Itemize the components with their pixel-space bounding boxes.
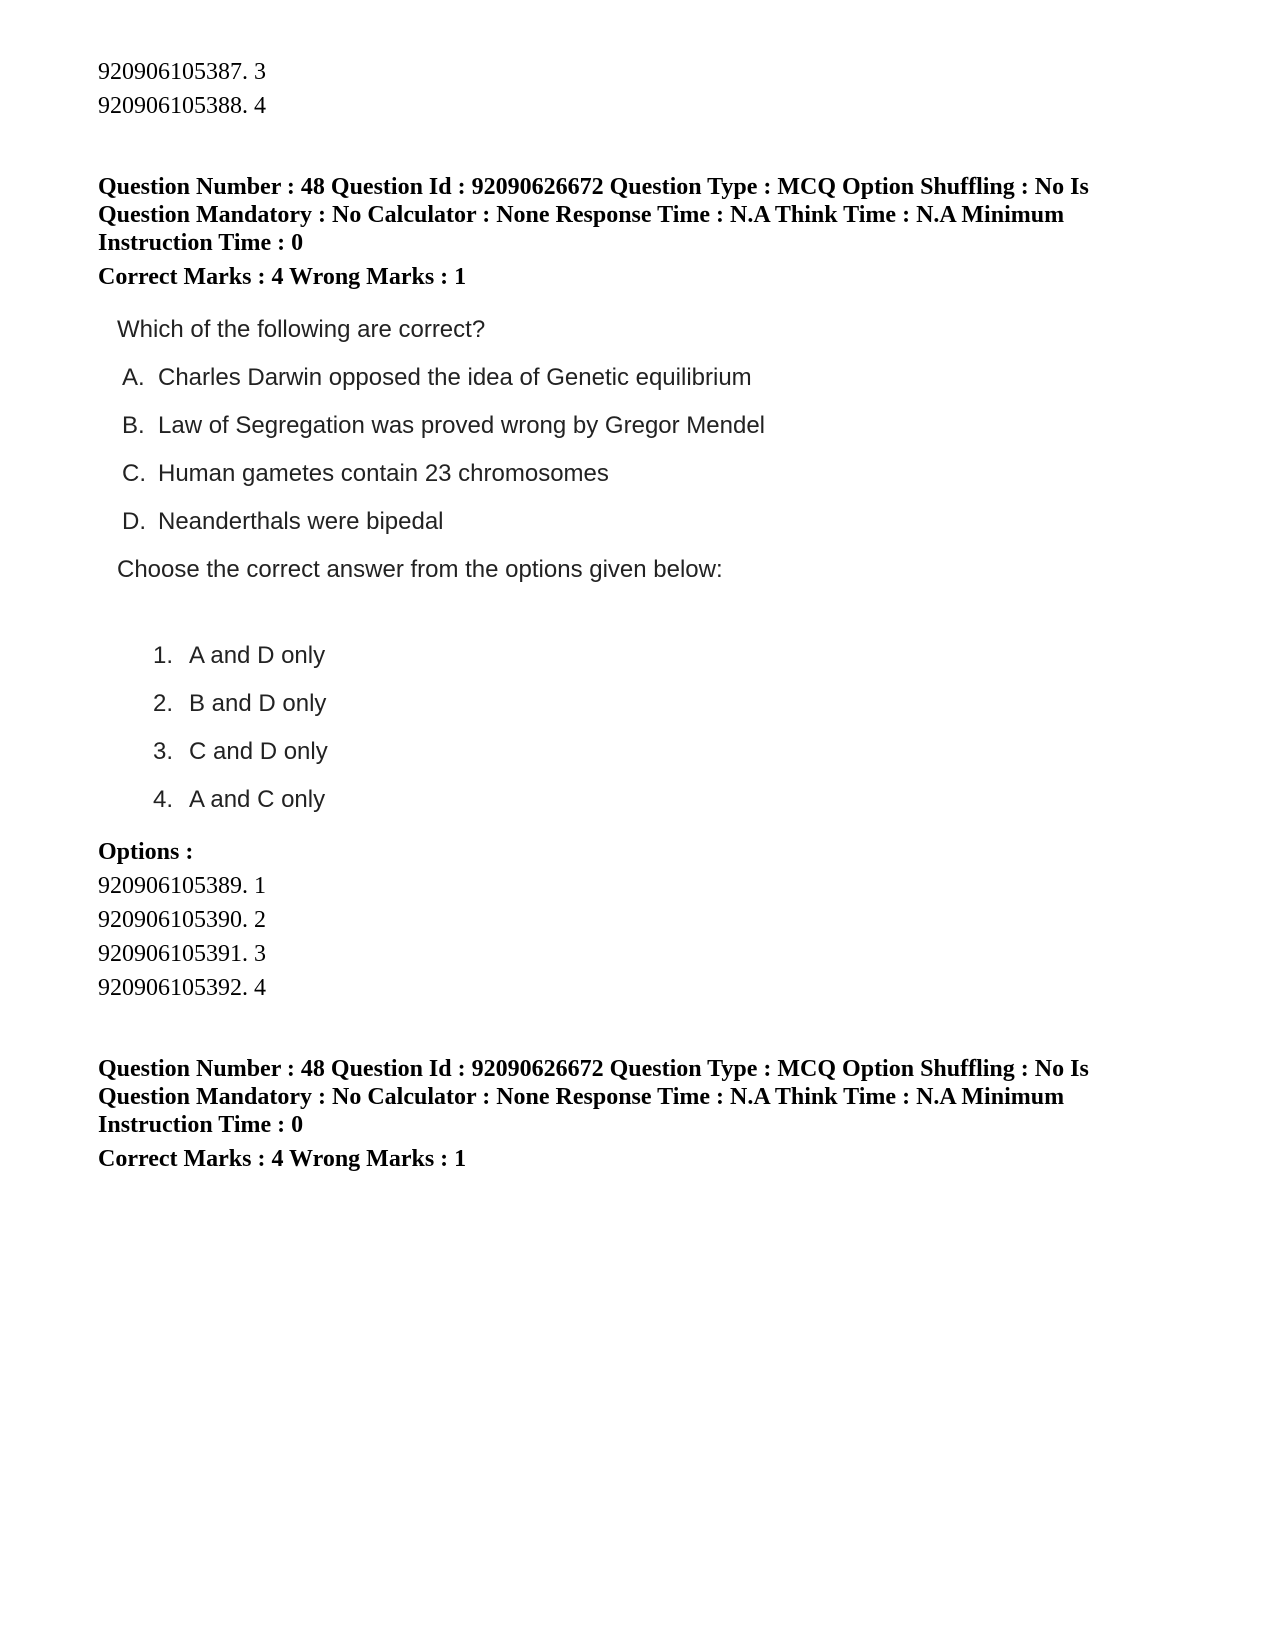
- answer-choice: [153, 785, 1178, 833]
- answer-text: A and C only: [189, 786, 326, 813]
- option-line: 920906105389. 1: [98, 873, 266, 899]
- question-body: [98, 315, 1178, 833]
- statement-text: Neanderthals were bipedal: [158, 508, 444, 535]
- statement-letter: A.: [122, 364, 145, 391]
- previous-options-list: [98, 55, 1178, 123]
- question-meta-line: Question Number : 48 Question Id : 92090626672 Question Type : MCQ Option Shuffling : No Is: [98, 174, 1089, 200]
- question-meta-line: Instruction Time : 0: [98, 1112, 304, 1138]
- answer-number: 1.: [153, 642, 174, 669]
- answer-choices: [117, 641, 1178, 833]
- document-page: [98, 55, 1178, 1173]
- options-list: [98, 869, 1178, 1005]
- statement-item: [117, 459, 1178, 507]
- answer-text: C and D only: [189, 738, 328, 765]
- option-line: 920906105387. 3: [98, 59, 266, 85]
- question-instruction: Choose the correct answer from the options given below:: [117, 556, 723, 583]
- statement-text: Charles Darwin opposed the idea of Genetic equilibrium: [158, 364, 752, 391]
- option-line: 920906105388. 4: [98, 93, 266, 119]
- answer-number: 3.: [153, 738, 174, 765]
- question-marks: Correct Marks : 4 Wrong Marks : 1: [98, 1146, 467, 1172]
- statement-item: [117, 363, 1178, 411]
- option-line: 920906105392. 4: [98, 975, 266, 1001]
- question-meta: [98, 1055, 1178, 1139]
- statement-item: [117, 411, 1178, 459]
- question-prompt: Which of the following are correct?: [117, 316, 486, 343]
- statement-letter: D.: [122, 508, 146, 535]
- answer-text: B and D only: [189, 690, 327, 717]
- question-marks: Correct Marks : 4 Wrong Marks : 1: [98, 264, 467, 290]
- answer-number: 2.: [153, 690, 174, 717]
- question-block: [98, 1055, 1178, 1173]
- question-meta-line: Question Mandatory : No Calculator : None Response Time : N.A Think Time : N.A Minimum: [98, 202, 1065, 228]
- statement-text: Human gametes contain 23 chromosomes: [158, 460, 609, 487]
- answer-choice: [153, 737, 1178, 785]
- statement-item: [117, 507, 1178, 555]
- question-meta-line: Instruction Time : 0: [98, 230, 304, 256]
- statement-letter: C.: [122, 460, 146, 487]
- question-meta-line: Question Mandatory : No Calculator : None Response Time : N.A Think Time : N.A Minimum: [98, 1084, 1065, 1110]
- statement-text: Law of Segregation was proved wrong by Gregor Mendel: [158, 412, 766, 439]
- question-meta-line: Question Number : 48 Question Id : 92090626672 Question Type : MCQ Option Shuffling : No Is: [98, 1056, 1089, 1082]
- options-label: Options :: [98, 839, 194, 865]
- question-block: [98, 173, 1178, 1005]
- answer-choice: [153, 641, 1178, 689]
- answer-choice: [153, 689, 1178, 737]
- option-line: 920906105391. 3: [98, 941, 266, 967]
- question-meta: [98, 173, 1178, 257]
- option-line: 920906105390. 2: [98, 907, 266, 933]
- statement-letter: B.: [122, 412, 145, 439]
- answer-text: A and D only: [189, 642, 326, 669]
- answer-number: 4.: [153, 786, 174, 813]
